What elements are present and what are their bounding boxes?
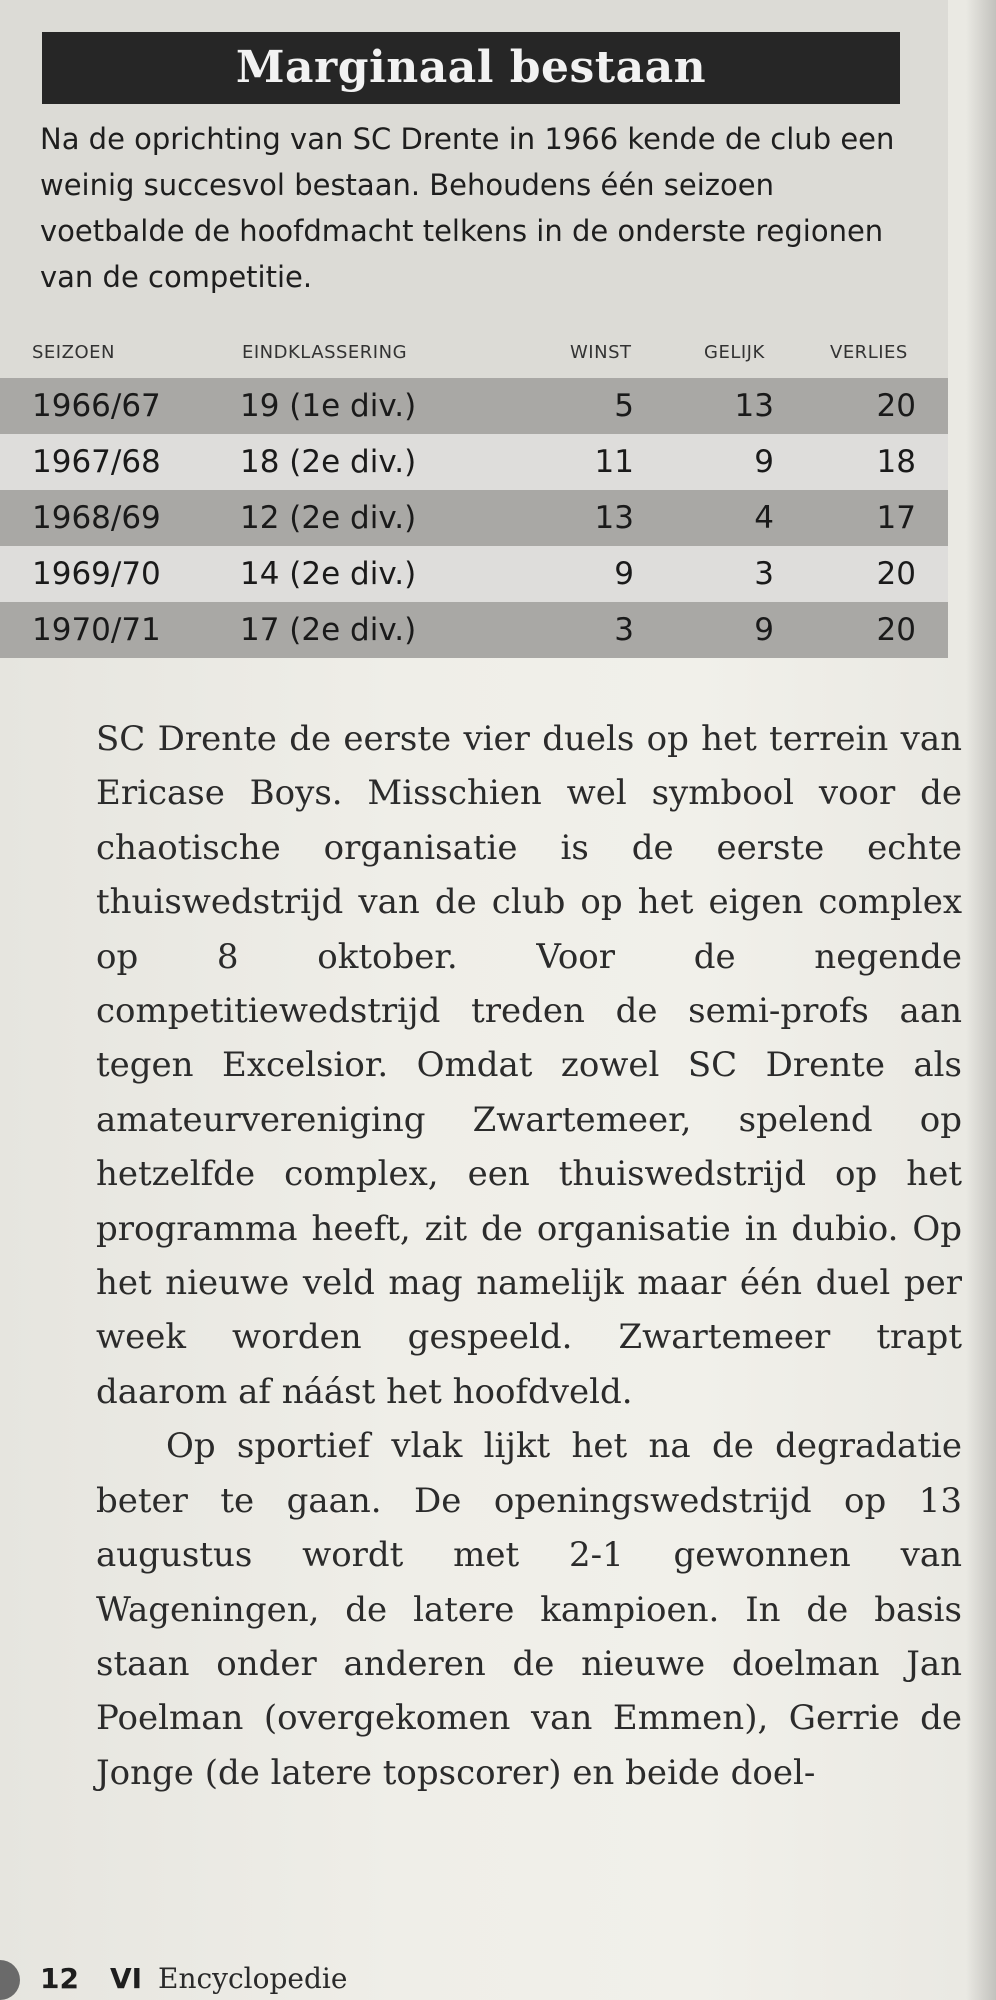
cell-losses: 20 xyxy=(876,612,916,648)
footer-tab-marker xyxy=(0,1960,20,2000)
cell-losses: 18 xyxy=(876,444,916,480)
cell-wins: 11 xyxy=(594,444,634,480)
cell-draws: 4 xyxy=(754,500,774,536)
table-row xyxy=(0,378,948,434)
table-header xyxy=(0,340,948,370)
sidebar-intro: Na de oprichting van SC Drente in 1966 kende de club een weinig succesvol bestaan. Behoudens één seizoen voetbalde de hoofdmacht telkens in de onderste regionen van de competitie. xyxy=(40,122,895,294)
cell-season: 1967/68 xyxy=(32,444,161,480)
cell-rank: 12 (2e div.) xyxy=(240,500,417,536)
cell-wins: 13 xyxy=(594,500,634,536)
header-losses: VERLIES xyxy=(830,342,908,363)
table-row xyxy=(0,490,948,546)
page-number: 12 xyxy=(40,1962,79,1995)
table-row xyxy=(0,546,948,602)
header-wins: WINST xyxy=(570,342,632,363)
page-footer xyxy=(0,1960,996,2000)
cell-rank: 17 (2e div.) xyxy=(240,612,417,648)
cell-season: 1966/67 xyxy=(32,388,161,424)
article-body xyxy=(96,712,962,1800)
article-paragraph-1: SC Drente de eerste vier duels op het terrein van Ericase Boys. Misschien wel symbool voor de chaotische organisatie is de eerste echte thuiswedstrijd van de club op het eigen complex op 8 oktober. Voor de negende competitiewedstrijd treden de semi-profs aan tegen Excelsior. Omdat zowel SC Drente als amateurvereniging Zwartemeer, spelend op hetzelfde complex, een thuiswedstrijd op het programma heeft, zit de organisatie in dubio. Op het nieuwe veld mag namelijk maar één duel per week worden gespeeld. Zwartemeer trapt daarom af náást het hoofdveld. xyxy=(96,719,962,1412)
magazine-name: Encyclopedie xyxy=(158,1962,348,1995)
magazine-short-name: VI xyxy=(110,1962,143,1995)
cell-losses: 20 xyxy=(876,556,916,592)
cell-wins: 5 xyxy=(614,388,634,424)
sidebar-title: Marginaal bestaan xyxy=(42,32,900,104)
cell-wins: 9 xyxy=(614,556,634,592)
cell-wins: 3 xyxy=(614,612,634,648)
cell-losses: 20 xyxy=(876,388,916,424)
sidebar-box xyxy=(0,0,948,652)
cell-draws: 9 xyxy=(754,444,774,480)
cell-rank: 18 (2e div.) xyxy=(240,444,417,480)
cell-season: 1970/71 xyxy=(32,612,161,648)
header-season: SEIZOEN xyxy=(32,342,115,363)
cell-rank: 14 (2e div.) xyxy=(240,556,417,592)
cell-season: 1969/70 xyxy=(32,556,161,592)
cell-losses: 17 xyxy=(876,500,916,536)
page-edge-shadow xyxy=(966,0,996,2000)
cell-rank: 19 (1e div.) xyxy=(240,388,417,424)
header-rank: EINDKLASSERING xyxy=(242,342,408,363)
cell-draws: 13 xyxy=(734,388,774,424)
header-draws: GELIJK xyxy=(704,342,765,363)
cell-draws: 3 xyxy=(754,556,774,592)
cell-season: 1968/69 xyxy=(32,500,161,536)
table-row xyxy=(0,602,948,658)
article-paragraph-2: Op sportief vlak lijkt het na de degradatie beter te gaan. De openingswedstrijd op 13 augustus wordt met 2-1 gewonnen van Wageningen, de latere kampioen. In de basis staan onder anderen de nieuwe doelman Jan Poelman (overgekomen van Emmen), Gerrie de Jonge (de latere topscorer) en beide doel- xyxy=(96,1426,962,1793)
table-row xyxy=(0,434,948,490)
cell-draws: 9 xyxy=(754,612,774,648)
table-body xyxy=(0,378,948,658)
